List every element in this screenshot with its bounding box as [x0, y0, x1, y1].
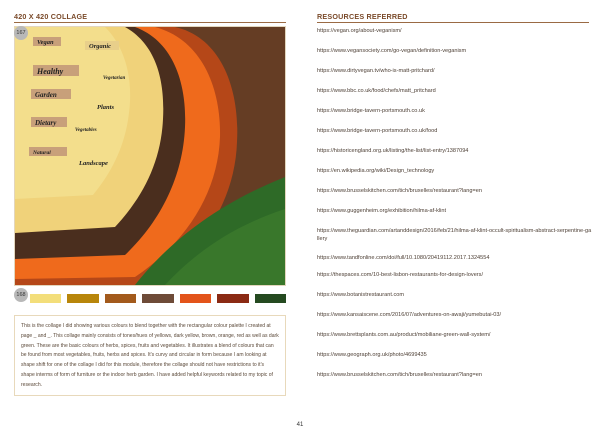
collage-label-garden: Garden	[35, 91, 57, 99]
reference-link[interactable]: https://www.brusselskitchen.com/tich/bruxelles/restaurant?lang=en	[317, 188, 482, 194]
resources-heading: RESOURCES REFERRED	[317, 12, 408, 21]
collage-image	[14, 26, 286, 286]
colour-palette	[30, 294, 286, 303]
reference-link[interactable]: https://www.kansaiscene.com/2016/07/adventures-on-awaji/yumebutai-03/	[317, 312, 502, 318]
reference-link[interactable]: https://en.wikipedia.org/wiki/Design_technology	[317, 168, 435, 174]
palette-swatch	[105, 294, 136, 303]
reference-link[interactable]: https://historicengland.org.uk/listing/the-list/list-entry/1387094	[317, 148, 469, 154]
collage-label-organic: Organic	[89, 43, 112, 50]
palette-swatch	[67, 294, 98, 303]
palette-swatch	[217, 294, 248, 303]
collage-heading-rule	[14, 22, 286, 23]
reference-link[interactable]: https://www.guggenheim.org/exhibition/hilma-af-klint	[317, 208, 447, 214]
reference-link[interactable]: https://www.brettsplants.com.au/product/mobiliane-green-wall-system/	[317, 332, 491, 338]
collage-label-natural: Natural	[33, 150, 51, 156]
page-number: 41	[296, 422, 304, 428]
palette-swatch	[30, 294, 61, 303]
reference-link[interactable]: https://vegan.org/about-veganism/	[317, 28, 402, 34]
collage-description: This is the collage I did showing various colours to blend together with the rectangular colour palette I created at page _ and _. This collage mainly consists of tones/hues of yellows, dark yellow, brown, orange, red as well as dark green. These are the basic colours of herbs, spices, fruits and vegetables. It illustrates a blend of colours that can be found from most vegetables, fruits, herbs and spices. It's curvy and circular in form because I am looking at shape shift for one of the collage I did for this module, therefore the collage should not have restrictions to it's shape interms of form of furniture or the indoor herb garden. I have added helpful keywords related to my topic of research.	[14, 315, 286, 396]
reference-link[interactable]: https://www.brusselskitchen.com/tich/bruxelles/restaurant?lang=en	[317, 372, 482, 378]
reference-link[interactable]: https://www.bbc.co.uk/food/chefs/matt_pritchard	[317, 88, 436, 94]
palette-swatch	[142, 294, 173, 303]
page-badge-167: 167	[14, 26, 28, 40]
reference-link[interactable]: https://thespaces.com/10-best-lisbon-restaurants-for-design-lovers/	[317, 272, 484, 278]
collage-label-vegan: Vegan	[37, 39, 54, 46]
collage-heading: 420 X 420 COLLAGE	[14, 12, 88, 21]
collage-label-dietary: Dietary	[35, 119, 57, 127]
reference-link[interactable]: https://www.botanistrestaurant.com	[317, 292, 405, 298]
palette-swatch	[180, 294, 211, 303]
page-badge-168: 168	[14, 288, 28, 302]
collage-label-vegetables: Vegetables	[75, 128, 97, 133]
reference-link[interactable]: https://www.dirtyvegan.tv/who-is-matt-pritchard/	[317, 68, 435, 74]
collage-label-plants: Plants	[97, 104, 114, 111]
reference-link[interactable]: https://www.geograph.org.uk/photo/4699435	[317, 352, 427, 358]
collage-label-vegetarian: Vegetarian	[103, 76, 126, 81]
resources-heading-rule	[317, 22, 589, 23]
collage-label-healthy: Healthy	[37, 67, 64, 76]
reference-link[interactable]: https://www.vegansociety.com/go-vegan/definition-veganism	[317, 48, 467, 54]
reference-link[interactable]: https://www.bridge-tavern-portsmouth.co.uk	[317, 108, 425, 114]
reference-link[interactable]: https://www.tandfonline.com/doi/full/10.1080/20419112.2017.1324554	[317, 255, 490, 261]
reference-link[interactable]: https://www.bridge-tavern-portsmouth.co.uk/food	[317, 128, 438, 134]
collage-label-landscape: Landscape	[79, 160, 108, 167]
reference-link[interactable]: https://www.theguardian.com/artanddesign/2016/feb/21/hilma-af-klint-occult-spiritualism-abstract-serpentine-gallery	[317, 228, 592, 242]
palette-swatch	[255, 294, 286, 303]
